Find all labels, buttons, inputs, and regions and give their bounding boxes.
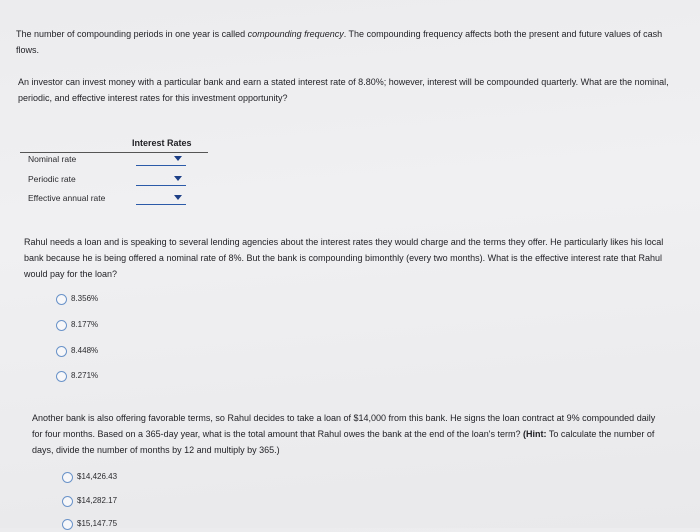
nominal-rate-dropdown[interactable]	[136, 154, 186, 166]
hint-label: (Hint:	[523, 429, 547, 439]
question-3-text	[32, 410, 662, 458]
radio-button-icon[interactable]	[62, 472, 73, 483]
effective-rate-label: Effective annual rate	[28, 193, 106, 203]
q3-option-label: $14,282.17	[77, 496, 118, 505]
q2-option-label: 8.271%	[71, 371, 99, 380]
dropdown-arrow-icon	[174, 176, 182, 181]
radio-button-icon[interactable]	[56, 346, 67, 357]
periodic-rate-label: Periodic rate	[28, 174, 76, 184]
radio-button-icon[interactable]	[62, 519, 73, 530]
periodic-rate-dropdown[interactable]	[136, 174, 186, 186]
rate-row-nominal	[28, 152, 198, 168]
interest-rates-header	[20, 134, 208, 153]
intro-text-2: . The compounding frequency affects both the present and future values of cash flows.	[16, 29, 663, 55]
q2-option-label: 8.177%	[71, 320, 99, 329]
dropdown-arrow-icon	[174, 156, 182, 161]
question-3-main: Another bank is also offering favorable terms, so Rahul decides to take a loan of $14,000 from this bank. He signs the loan contract at 9% compounded daily for four months. Based on a 365-day year, what is the total amount that Rahul owes the bank at the end of the loan's term?	[32, 413, 656, 439]
question-1-text: An investor can invest money with a particular bank and earn a stated interest rate of 8.80%; however, interest will be compounded quarterly. What are the nominal, periodic, and effective interest rates for this investment opportunity?	[18, 77, 669, 103]
radio-button-icon[interactable]	[62, 496, 73, 507]
radio-button-icon[interactable]	[56, 294, 67, 305]
q3-option-label: $15,147.75	[77, 519, 118, 528]
q2-option-label: 8.448%	[71, 346, 99, 355]
intro-paragraph	[16, 26, 686, 58]
radio-button-icon[interactable]	[56, 371, 67, 382]
dropdown-arrow-icon	[174, 195, 182, 200]
interest-rates-column-title: Interest Rates	[132, 138, 192, 148]
hint-text: To calculate the number of days, divide the number of months by 12 and multiply by 365.)	[32, 429, 655, 455]
q2-option-label: 8.356%	[71, 294, 99, 303]
q3-option-label: $14,426.43	[77, 472, 118, 481]
intro-text-1: The number of compounding periods in one year is called	[16, 29, 248, 39]
radio-button-icon[interactable]	[56, 320, 67, 331]
nominal-rate-label: Nominal rate	[28, 154, 77, 164]
intro-term: compounding frequency	[247, 29, 344, 39]
rate-row-effective	[28, 191, 198, 207]
rate-row-periodic	[28, 172, 198, 188]
effective-rate-dropdown[interactable]	[136, 193, 186, 205]
question-2-text: Rahul needs a loan and is speaking to several lending agencies about the interest rates they would charge and the terms they offer. He particularly likes his local bank because he is being offered a nominal rate of 8%. But the bank is compounding bimonthly (every two months). What is the effective interest rate that Rahul would pay for the loan?	[24, 237, 664, 279]
